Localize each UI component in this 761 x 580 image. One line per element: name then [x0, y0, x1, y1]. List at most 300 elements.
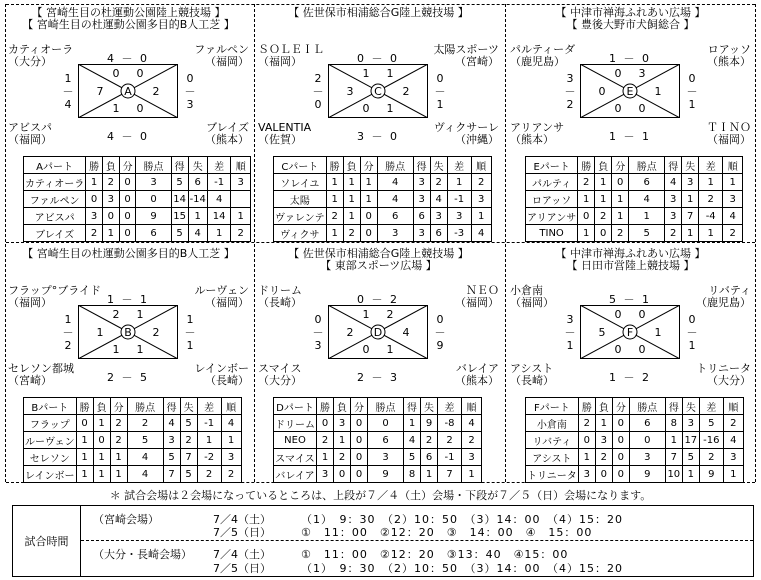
table-cell: 3	[471, 191, 491, 208]
table-cell: 6	[413, 208, 430, 225]
table-cell: -1	[447, 191, 471, 208]
table-cell: 2	[471, 174, 491, 191]
table-cell: 6	[430, 225, 447, 242]
table-cell: 0	[612, 174, 629, 191]
table-cell: 2	[438, 432, 462, 449]
table-cell: 9	[699, 466, 723, 483]
table-cell: 1	[334, 432, 351, 449]
table-cell: 4	[127, 466, 163, 483]
score-top: 4 － 0	[107, 52, 149, 65]
score-left: 0 － 3	[312, 313, 324, 352]
team-top-left: ドリーム （長崎）	[258, 284, 302, 309]
team-bottom-right: レインボー （長崎）	[194, 362, 249, 387]
table-cell: 1	[578, 449, 595, 466]
venue-title: 【 佐世保市相浦総合G陸上競技場 】	[288, 247, 469, 260]
diag-center: F	[626, 326, 634, 339]
venue-title: 【 宮崎生目の杜運動公園陸上競技場 】	[31, 6, 226, 19]
column-header: 分	[110, 398, 127, 415]
table-cell: 4	[377, 174, 413, 191]
table-row	[526, 466, 744, 483]
schedule-box	[12, 505, 754, 577]
table-cell: 5	[699, 415, 723, 432]
table-header	[526, 398, 744, 415]
score-left: 3 － 2	[564, 72, 576, 111]
column-header: 差	[447, 157, 471, 174]
table-cell: 1	[86, 174, 103, 191]
table-cell: 4	[404, 432, 421, 449]
table-cell: 0	[578, 432, 595, 449]
team-bottom-right: ヴィクサーレ （沖縄）	[433, 121, 499, 146]
table-cell: 4	[430, 191, 447, 208]
table-cell: 2	[197, 466, 221, 483]
table-cell: 太陽	[274, 191, 327, 208]
diag-top-right: 1	[386, 67, 394, 80]
table-header	[274, 157, 492, 174]
column-header: 分	[612, 157, 629, 174]
table-row	[24, 415, 242, 432]
table-cell: 10	[665, 466, 682, 483]
table-cell: 1	[110, 466, 127, 483]
venue-subtitle: 【 豊後大野市犬飼総合 】	[566, 18, 695, 31]
table-cell: 0	[86, 191, 103, 208]
diag-bottom-left: 1	[112, 102, 120, 115]
team-top-right: ロアッソ （熊本）	[707, 43, 751, 68]
table-cell: 5	[629, 225, 665, 242]
table-cell: 4	[723, 208, 743, 225]
score-bottom: 3 － 0	[357, 130, 399, 143]
table-header	[24, 157, 251, 174]
table-cell: 3	[102, 191, 119, 208]
slots-oita-day1: ① 11：00 ②12：20 ③13：40 ④15：00	[301, 548, 569, 561]
table-cell: 14	[207, 208, 230, 225]
table-cell: -14	[188, 191, 207, 208]
table-cell: ヴァレンテ	[274, 208, 327, 225]
table-cell: 0	[612, 432, 629, 449]
column-header: 得	[413, 157, 430, 174]
table-cell: パルティ	[526, 174, 578, 191]
table-cell: 1	[231, 208, 251, 225]
table-row	[274, 174, 492, 191]
table-cell: 1	[404, 415, 421, 432]
diag-top-left: 0	[112, 67, 120, 80]
team-top-right: 太陽スポーツ （宮崎）	[433, 43, 499, 68]
table-row	[526, 225, 743, 242]
score-right: 0 － 1	[686, 72, 698, 111]
table-row	[526, 191, 743, 208]
score-top: 0 － 2	[357, 293, 399, 306]
diag-bottom-right: 1	[386, 343, 394, 356]
column-header: 勝	[578, 398, 595, 415]
column-header: 勝	[86, 157, 103, 174]
table-row	[526, 415, 744, 432]
schedule-divider	[81, 540, 753, 541]
slots-miyazaki-day1: （1） 9：30 （2）10：50 （3）14：00 （4）15：20	[301, 513, 623, 526]
table-header	[526, 157, 743, 174]
venue-title: 【 佐世保市相浦総合G陸上競技場 】	[288, 6, 469, 19]
table-cell: 0	[119, 225, 136, 242]
column-header: 順	[471, 157, 491, 174]
diag-top-right: 3	[638, 67, 646, 80]
table-cell	[231, 191, 251, 208]
column-header: 失	[682, 157, 699, 174]
table-cell: 0	[93, 432, 110, 449]
table-cell: バレイア	[274, 466, 317, 483]
table-cell: 3	[723, 449, 743, 466]
table-cell: 6	[629, 174, 665, 191]
diag-left: 7	[96, 85, 104, 98]
venue-subtitle: 【 日田市営陸上競技場 】	[566, 259, 695, 272]
table-cell: 7	[682, 208, 699, 225]
column-header: 勝点	[377, 157, 413, 174]
team-top-right: ルーヴェン （福岡）	[194, 284, 249, 309]
table-cell: 9	[368, 466, 404, 483]
column-header: 負	[93, 398, 110, 415]
diag-left: 3	[346, 85, 354, 98]
table-cell: 6	[368, 432, 404, 449]
table-cell: 0	[351, 415, 368, 432]
diag-top-right: 1	[136, 308, 144, 321]
venue-subtitle: 【 東部スポーツ広場 】	[320, 259, 437, 272]
table-cell: 1	[326, 225, 343, 242]
column-header: 順	[221, 398, 241, 415]
table-cell: 15	[171, 208, 188, 225]
venue-subtitle: 【 宮崎生目の杜運動公園多目的B人工芝 】	[22, 18, 235, 31]
table-cell: 1	[629, 208, 665, 225]
diag-left: 0	[598, 85, 606, 98]
column-header: 失	[430, 157, 447, 174]
table-cell: 0	[76, 415, 93, 432]
column-header: 勝点	[136, 157, 171, 174]
table-cell: 1	[188, 208, 207, 225]
score-right: 0 － 3	[184, 72, 196, 111]
score-right: 1 － 1	[184, 313, 196, 352]
table-cell: -1	[197, 415, 221, 432]
table-cell: 0	[612, 466, 629, 483]
table-cell: 1	[93, 415, 110, 432]
table-cell: 6	[188, 174, 207, 191]
table-row	[274, 466, 482, 483]
table-row	[24, 432, 242, 449]
group-panel	[6, 4, 251, 244]
table-cell: 8	[404, 466, 421, 483]
score-left: 1 － 4	[62, 72, 74, 111]
diag-top-left: 1	[362, 308, 370, 321]
score-bottom: 1 － 1	[609, 130, 651, 143]
table-cell: 3	[665, 208, 682, 225]
table-cell: レインボー	[24, 466, 77, 483]
table-cell: 小倉南	[526, 415, 579, 432]
table-cell: 2	[317, 432, 334, 449]
table-cell: 3	[413, 174, 430, 191]
table-cell: 0	[119, 208, 136, 225]
table-row	[24, 449, 242, 466]
column-header: Cパート	[274, 157, 327, 174]
table-cell: 3	[665, 191, 682, 208]
diag-center: D	[373, 326, 383, 339]
team-top-left: フラップ°ブライド （福岡）	[8, 284, 101, 309]
column-header: 分	[612, 398, 629, 415]
table-cell: 3	[629, 449, 665, 466]
standings-table	[273, 397, 482, 483]
table-cell: 3	[462, 449, 482, 466]
table-cell: 1	[102, 225, 119, 242]
column-header: 失	[682, 398, 699, 415]
column-header: Eパート	[526, 157, 578, 174]
table-cell: ルーヴェン	[24, 432, 77, 449]
team-top-left: カティオーラ （大分）	[8, 43, 74, 68]
match-diagram	[328, 64, 428, 118]
table-cell: 4	[629, 191, 665, 208]
venue-title: 【 中津市禅海ふれあい広場 】	[555, 6, 706, 19]
table-cell: 1	[682, 191, 699, 208]
column-header: 得	[163, 398, 180, 415]
score-top: 0 － 0	[357, 52, 399, 65]
diag-left: 1	[96, 326, 104, 339]
table-cell: -16	[699, 432, 723, 449]
table-row	[274, 191, 492, 208]
team-bottom-left: アシスト （長崎）	[510, 362, 554, 387]
table-cell: -1	[438, 449, 462, 466]
table-cell: 2	[699, 449, 723, 466]
table-cell: 2	[595, 449, 612, 466]
table-cell: 3	[163, 432, 180, 449]
column-divider-3	[755, 4, 756, 482]
score-bottom: 2 － 3	[357, 371, 399, 384]
table-cell: 1	[197, 432, 221, 449]
column-header: 差	[197, 398, 221, 415]
column-header: 分	[360, 157, 377, 174]
team-bottom-left: アビスパ （福岡）	[8, 121, 52, 146]
table-row	[526, 449, 744, 466]
match-diagram	[78, 64, 178, 118]
table-cell: TINO	[526, 225, 578, 242]
table-cell: フラップ	[24, 415, 77, 432]
score-top: 1 － 1	[107, 293, 149, 306]
column-header: 勝	[317, 398, 334, 415]
table-cell: セレソン	[24, 449, 77, 466]
diag-right: 1	[654, 85, 662, 98]
table-cell: 2	[102, 174, 119, 191]
table-cell: 0	[578, 208, 595, 225]
column-header: 勝点	[629, 398, 665, 415]
table-cell: 2	[612, 225, 629, 242]
table-cell: 1	[360, 191, 377, 208]
table-cell: 2	[110, 432, 127, 449]
team-top-right: ファルペン （福岡）	[194, 43, 249, 68]
table-row	[24, 191, 251, 208]
table-cell: 9	[136, 208, 171, 225]
table-cell: 3	[682, 415, 699, 432]
column-header: 勝	[578, 157, 595, 174]
table-cell: 1	[221, 432, 241, 449]
slots-miyazaki-day2: ① 11：00 ②12：20 ③ 14：00 ④ 15：00	[301, 526, 593, 539]
table-cell: 3	[317, 466, 334, 483]
table-cell: 2	[723, 225, 743, 242]
column-header: Aパート	[24, 157, 86, 174]
date-oita-day1: 7／4（土）	[213, 548, 271, 561]
diag-bottom-right: 1	[136, 343, 144, 356]
date-miyazaki-day2: 7／5（日）	[213, 526, 271, 539]
table-cell: カティオーラ	[24, 174, 86, 191]
team-bottom-left: VALENTIA （佐賀）	[258, 121, 312, 146]
table-cell: 7	[180, 449, 197, 466]
group-panel	[508, 4, 753, 244]
column-header: 差	[699, 157, 723, 174]
table-cell: 4	[127, 449, 163, 466]
table-cell: 17	[682, 432, 699, 449]
team-top-left: ＳＯＬＥＩＬ （福岡）	[258, 43, 324, 68]
table-cell: 0	[136, 191, 171, 208]
table-cell: ファルペン	[24, 191, 86, 208]
table-row	[526, 174, 743, 191]
team-bottom-right: トリニータ （大分）	[696, 362, 751, 387]
table-row	[24, 225, 251, 242]
table-cell: -1	[207, 174, 230, 191]
table-row	[24, 466, 242, 483]
table-cell: 1	[76, 449, 93, 466]
team-top-left: パルティーダ （鹿児島）	[510, 43, 576, 68]
table-cell: 2	[665, 225, 682, 242]
table-cell: 9	[421, 415, 438, 432]
score-right: 0 － 1	[686, 313, 698, 352]
table-cell: 1	[723, 466, 743, 483]
diag-bottom-left: 0	[362, 343, 370, 356]
table-cell: 4	[377, 191, 413, 208]
table-cell: 0	[351, 432, 368, 449]
table-cell: 1	[665, 432, 682, 449]
table-cell: 0	[102, 208, 119, 225]
table-cell: 1	[360, 174, 377, 191]
table-cell: トリニータ	[526, 466, 579, 483]
table-cell: 0	[317, 415, 334, 432]
column-header: 負	[334, 398, 351, 415]
team-bottom-left: スマイス （大分）	[258, 362, 302, 387]
table-cell: 6	[136, 225, 171, 242]
group-panel	[256, 245, 501, 485]
location-miyazaki: （宮崎会場）	[93, 513, 159, 526]
table-cell: 4	[188, 225, 207, 242]
team-bottom-left: セレソン都城 （宮崎）	[8, 362, 74, 387]
table-cell: 3	[86, 208, 103, 225]
table-cell: ロアッソ	[526, 191, 578, 208]
table-cell: 3	[413, 191, 430, 208]
table-cell: 1	[462, 466, 482, 483]
table-cell: 2	[462, 432, 482, 449]
team-top-right: ＮＥＯ （福岡）	[455, 284, 499, 309]
table-cell: 2	[595, 208, 612, 225]
table-cell: 4	[221, 415, 241, 432]
table-cell: 1	[612, 208, 629, 225]
table-cell: 1	[723, 174, 743, 191]
table-row	[526, 208, 743, 225]
table-cell: 7	[438, 466, 462, 483]
table-cell: -4	[699, 208, 723, 225]
table-cell: 5	[404, 449, 421, 466]
score-bottom: 1 － 2	[609, 371, 651, 384]
table-cell: 3	[723, 191, 743, 208]
table-cell: 3	[595, 432, 612, 449]
table-cell: 1	[471, 208, 491, 225]
table-cell: 3	[430, 208, 447, 225]
venue-note: ＊ 試合会場は２会場になっているところは、上段が７／４（土）会場・下段が７／５（日）会場になります。	[109, 489, 652, 502]
table-row	[274, 449, 482, 466]
table-cell: 3	[136, 174, 171, 191]
match-diagram	[580, 64, 680, 118]
table-cell: 1	[343, 191, 360, 208]
table-cell: 5	[171, 225, 188, 242]
match-diagram	[78, 305, 178, 359]
team-top-left: 小倉南 （福岡）	[510, 284, 554, 309]
diag-bottom-right: 0	[638, 102, 646, 115]
diag-bottom-right: 1	[386, 102, 394, 115]
table-cell: 0	[612, 415, 629, 432]
table-cell: 2	[578, 174, 595, 191]
table-cell: -3	[447, 225, 471, 242]
column-header: 勝点	[629, 157, 665, 174]
group-panel	[6, 245, 251, 485]
table-cell: 2	[343, 225, 360, 242]
diag-center: C	[374, 85, 382, 98]
diag-right: 2	[152, 326, 160, 339]
table-cell: 1	[343, 174, 360, 191]
table-cell: アリアンサ	[526, 208, 578, 225]
table-cell: 1	[595, 415, 612, 432]
table-row	[274, 415, 482, 432]
column-header: 勝	[76, 398, 93, 415]
group-panel	[256, 4, 501, 244]
table-cell: 0	[351, 466, 368, 483]
score-right: 0 － 9	[434, 313, 446, 352]
table-cell: 3	[447, 208, 471, 225]
table-cell: 14	[171, 191, 188, 208]
column-header: 勝	[326, 157, 343, 174]
table-cell: 2	[723, 415, 743, 432]
table-row	[24, 208, 251, 225]
table-cell: 3	[578, 466, 595, 483]
date-oita-day2: 7／5（日）	[213, 562, 271, 575]
venue-title: 【 中津市禅海ふれあい広場 】	[555, 247, 706, 260]
standings-table	[525, 397, 744, 483]
diag-top-left: 2	[112, 308, 120, 321]
table-cell: 5	[180, 466, 197, 483]
table-cell: 2	[221, 466, 241, 483]
team-bottom-left: アリアンサ （熊本）	[510, 121, 565, 146]
score-bottom: 2 － 5	[107, 371, 149, 384]
team-bottom-right: バレイア （熊本）	[455, 362, 499, 387]
table-cell: 2	[421, 432, 438, 449]
table-cell: 2	[180, 432, 197, 449]
table-cell: 1	[699, 225, 723, 242]
diag-center: A	[124, 85, 132, 98]
column-header: 得	[665, 157, 682, 174]
diag-top-right: 2	[386, 308, 394, 321]
diag-right: 2	[152, 85, 160, 98]
column-header: 負	[102, 157, 119, 174]
table-cell: 6	[629, 415, 665, 432]
column-header: 失	[421, 398, 438, 415]
table-cell: 3	[231, 174, 251, 191]
table-cell: 1	[699, 174, 723, 191]
table-row	[24, 174, 251, 191]
column-header: 失	[180, 398, 197, 415]
table-row	[274, 225, 492, 242]
table-cell: 5	[171, 174, 188, 191]
team-top-right: リバティ （鹿児島）	[696, 284, 751, 309]
table-cell: 2	[430, 174, 447, 191]
table-cell: 3	[377, 225, 413, 242]
table-cell: 7	[163, 466, 180, 483]
column-header: 得	[404, 398, 421, 415]
